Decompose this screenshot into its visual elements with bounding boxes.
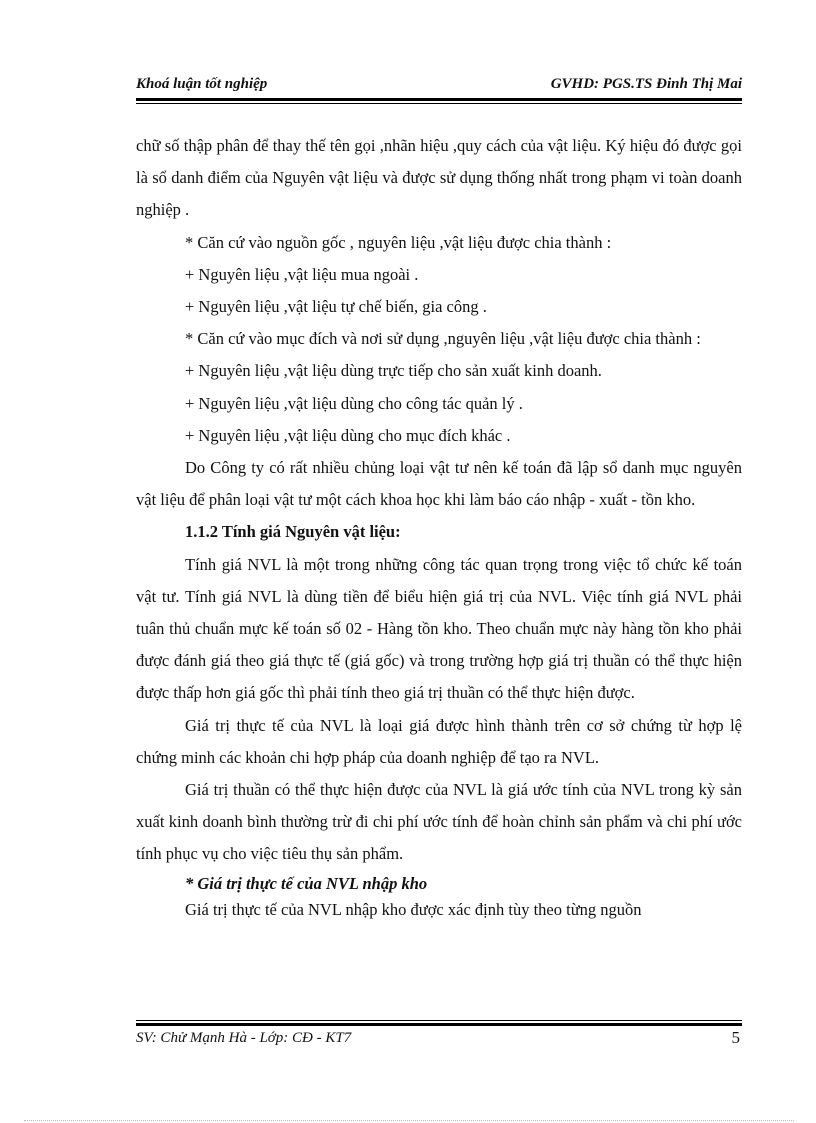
header-advisor: GVHD: PGS.TS Đinh Thị Mai: [550, 76, 742, 92]
list-item-self-processed: + Nguyên liệu ,vật liệu tự chế biến, gia công .: [185, 297, 487, 317]
page-number: 5: [731, 1028, 740, 1047]
list-item-management: + Nguyên liệu ,vật liệu dùng cho công tác quản lý .: [185, 393, 523, 413]
paragraph-inbound-value: Giá trị thực tế của NVL nhập kho được xác định tùy theo từng nguồn: [185, 899, 642, 919]
paragraph-valuation: Tính giá NVL là một trong những công tác quan trọng trong việc tổ chức kế toán vật tư. Tính giá NVL là dùng tiền để biểu hiện giá trị của NVL. Việc tính giá NVL phải tuân thủ chuẩn mực kế toán số 02 - Hàng tồn kho. Theo chuẩn mực này hàng tồn kho phải được đánh giá theo giá thực tế (giá gốc) và trong trường hợp giá trị thuần có thể thực hiện được thấp hơn giá gốc thì phải tính theo giá trị thuần có thể thực hiện được.: [136, 554, 742, 703]
paragraph-net-realizable-value: Giá trị thuần có thể thực hiện được của NVL là giá ước tính của NVL trong kỳ sản xuất kinh doanh bình thường trừ đi chi phí ước tính để hoàn chỉnh sản phẩm và chi phí ước tính phục vụ cho việc tiêu thụ sản phẩm.: [136, 780, 742, 864]
list-item-other-purposes: + Nguyên liệu ,vật liệu dùng cho mục đích khác .: [185, 425, 511, 445]
header-rule-thin: [136, 103, 742, 104]
subheading-actual-value-inbound: * Giá trị thực tế của NVL nhập kho: [185, 873, 428, 893]
classification-by-origin: * Căn cứ vào nguồn gốc , nguyên liệu ,vật liệu được chia thành :: [185, 232, 612, 252]
footer-student-info: SV: Chử Mạnh Hà - Lớp: CĐ - KT7: [136, 1030, 352, 1046]
header-thesis-title: Khoá luận tốt nghiệp: [136, 76, 268, 92]
page-body: [136, 130, 742, 923]
page-footer: [136, 1028, 742, 1050]
paragraph-continuation: chữ số thập phân để thay thế tên gọi ,nhãn hiệu ,quy cách của vật liệu. Ký hiệu đó được gọi là sổ danh điểm của Nguyên vật liệu và được sử dụng thống nhất trong phạm vi toàn doanh nghiệp .: [136, 136, 742, 220]
footer-rule-thick: [136, 1023, 742, 1026]
paragraph-catalog: Do Công ty có rất nhiều chủng loại vật tư nên kế toán đã lập sổ danh mục nguyên vật liệu để phân loại vật tư một cách khoa học khi làm báo cáo nhập - xuất - tồn kho.: [136, 458, 742, 510]
section-heading: 1.1.2 Tính giá Nguyên vật liệu:: [185, 522, 401, 542]
list-item-direct-production: + Nguyên liệu ,vật liệu dùng trực tiếp cho sản xuất kinh doanh.: [185, 361, 602, 381]
page-header: [136, 74, 742, 98]
classification-by-purpose: * Căn cứ vào mục đích và nơi sử dụng ,nguyên liệu ,vật liệu được chia thành :: [185, 329, 701, 349]
page-edge-divider: [24, 1120, 794, 1121]
paragraph-actual-value: Giá trị thực tế của NVL là loại giá được hình thành trên cơ sở chứng từ hợp lệ chứng minh các khoản chi hợp pháp của doanh nghiệp để tạo ra NVL.: [136, 715, 742, 767]
header-rule-thick: [136, 98, 742, 101]
footer-rule-thin: [136, 1020, 742, 1021]
list-item-purchased: + Nguyên liệu ,vật liệu mua ngoài .: [185, 264, 419, 284]
